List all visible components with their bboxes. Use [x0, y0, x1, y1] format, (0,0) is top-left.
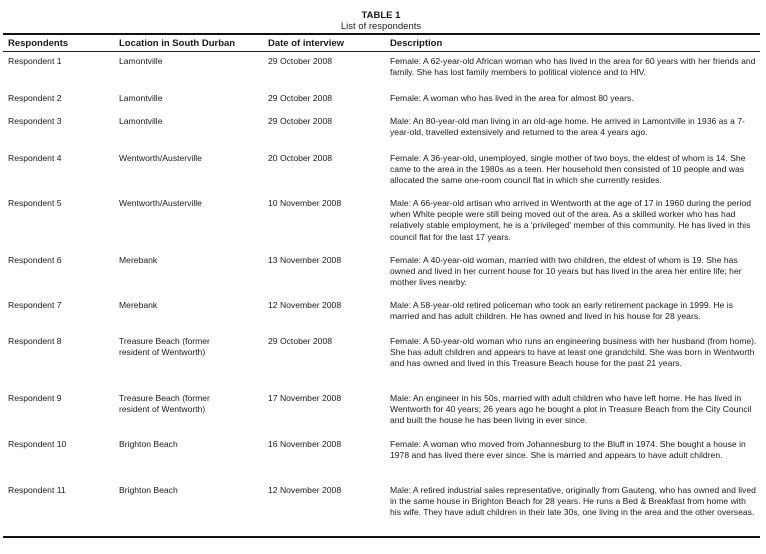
location-cell: Wentworth/Austerville: [119, 153, 202, 163]
date-cell: 29 October 2008: [268, 116, 333, 126]
respondent-cell: Respondent 4: [8, 153, 62, 163]
respondent-cell: Respondent 10: [8, 439, 67, 449]
respondent-cell: Respondent 1: [8, 56, 62, 66]
date-cell: 12 November 2008: [268, 300, 342, 310]
description-cell: Male: A 58-year-old retired policeman who took an early retirement package in 1999. He is married and has adult children. He has owned and lived in his house for 28 years.: [390, 300, 733, 322]
location-cell: Merebank: [119, 300, 158, 310]
header-location: Location in South Durban: [119, 38, 236, 49]
respondent-cell: Respondent 8: [8, 336, 62, 346]
respondent-cell: Respondent 5: [8, 198, 62, 208]
table-subtitle: List of respondents: [340, 21, 422, 32]
location-cell: Treasure Beach (former resident of Wentworth): [119, 393, 210, 415]
header-date: Date of interview: [268, 38, 345, 49]
date-cell: 10 November 2008: [268, 198, 342, 208]
table-header-row: [0, 38, 766, 50]
table-top-rule: [3, 33, 760, 35]
respondent-cell: Respondent 6: [8, 255, 62, 265]
date-cell: 29 October 2008: [268, 56, 333, 66]
header-description: Description: [390, 38, 443, 49]
respondent-cell: Respondent 11: [8, 485, 66, 495]
description-cell: Male: A 66-year-old artisan who arrived in Wentworth at the age of 17 in 1960 during the period when White people were still being moved out of the area. As a skilled worker who has had relatively stable employment, he is a 'privileged' member of this community. He has lived in this council flat for the last 17 years.: [390, 198, 751, 242]
description-cell: Female: A 36-year-old, unemployed, single mother of two boys, the eldest of whom is 14. She came to the area in the 1980s as a teen. Her household then consisted of 10 people and was allocated the same one-room council flat in which she currently resides.: [390, 153, 746, 186]
location-cell: Lamontville: [119, 56, 163, 66]
header-respondents: Respondents: [8, 38, 69, 49]
location-cell: Lamontville: [119, 116, 163, 126]
description-cell: Male: An engineer in his 50s, married with adult children who have left home. He has lived in Wentworth for 40 years; 26 years ago he bought a plot in Treasure Beach from the City Council and built the house he has been living in ever since.: [390, 393, 752, 426]
location-cell: Lamontville: [119, 93, 163, 103]
respondent-cell: Respondent 2: [8, 93, 62, 103]
date-cell: 17 November 2008: [268, 393, 342, 403]
table-bottom-rule: [3, 536, 760, 538]
date-cell: 16 November 2008: [268, 439, 342, 449]
location-cell: Brighton Beach: [119, 439, 178, 449]
description-cell: Female: A 62-year-old African woman who has lived in the area for 60 years with her friends and family. She has lost family members to political violence and to HIV.: [390, 56, 756, 78]
date-cell: 13 November 2008: [268, 255, 342, 265]
date-cell: 29 October 2008: [268, 93, 333, 103]
table-header-rule: [3, 51, 760, 52]
respondent-cell: Respondent 7: [8, 300, 62, 310]
date-cell: 12 November 2008: [268, 485, 342, 495]
description-cell: Male: A retired industrial sales representative, originally from Gauteng, who has owned and lived in the same house in Brighton Beach for 28 years. He runs a Bed & Breakfast from home with his wife. They have adult children in their late 30s, one living in the area and the other overseas.: [390, 485, 756, 518]
table-title: TABLE 1: [361, 10, 401, 21]
description-cell: Female: A woman who has lived in the area for almost 80 years.: [390, 93, 634, 103]
description-cell: Female: A 50-year-old woman who runs an engineering business with her husband (from home). She has adult children and appears to have at least one grandchild. She was born in Wentworth and has owned and lived in this Treasure Beach house for the past 21 years.: [390, 336, 757, 369]
respondent-cell: Respondent 3: [8, 116, 62, 126]
description-cell: Female: A woman who moved from Johannesburg to the Bluff in 1974. She bought a house in 1978 and has lived there ever since. She is married and appears to have adult children.: [390, 439, 746, 461]
location-cell: Treasure Beach (former resident of Wentworth): [119, 336, 210, 358]
location-cell: Merebank: [119, 255, 158, 265]
location-cell: Brighton Beach: [119, 485, 178, 495]
location-cell: Wentworth/Austerville: [119, 198, 202, 208]
respondent-cell: Respondent 9: [8, 393, 62, 403]
description-cell: Female: A 40-year-old woman, married with two children, the eldest of whom is 19. She has owned and lived in her current house for 10 years but has lived in the area her entire life; her mother lives nearby.: [390, 255, 742, 288]
date-cell: 29 October 2008: [268, 336, 333, 346]
date-cell: 20 October 2008: [268, 153, 333, 163]
description-cell: Male: An 80-year-old man living in an old-age home. He arrived in Lamontville in 1936 as a 7-year-old, travelled extensively and returned to the area 4 years ago.: [390, 116, 745, 138]
